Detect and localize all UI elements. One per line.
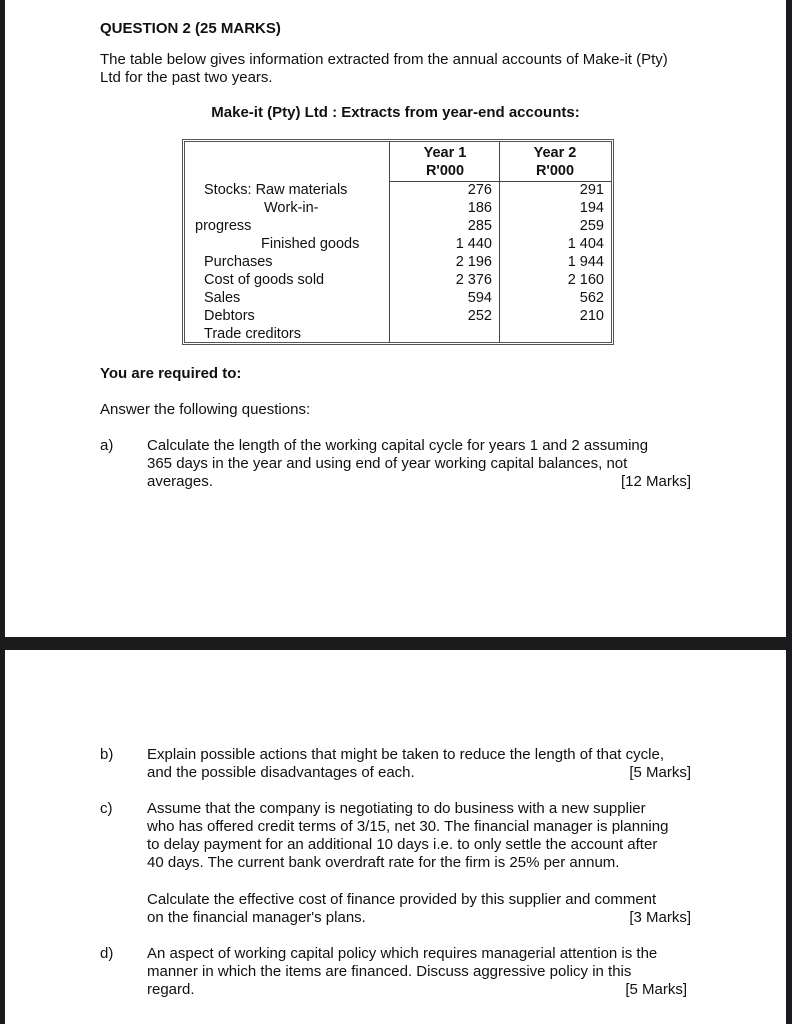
question-d-marks: [5 Marks] [625,981,687,998]
required-heading: You are required to: [100,365,242,382]
row-label: Work-in- [264,200,319,216]
year-1-value: 285 [467,218,492,234]
row-label: Sales [204,290,241,306]
question-c-text: Assume that the company is negotiating to do business with a new supplier who has offered credit terms of 3/15, net 30. The financial manager is planning to delay payment for an additional 10 days i.e. to only settle the account after 40 days. The current bank overdraft rate for the firm is 25% per annum. [147,800,669,871]
row-label: Stocks: Raw materials [204,182,348,198]
year-1-value: 2 196 [455,254,492,270]
question-a-text: Calculate the length of the working capital cycle for years 1 and 2 assuming 365 days in the year and using end of year working capital balances, not averages. [12 Marks] [147,437,691,490]
question-c-letter: c) [100,800,113,817]
year-2-value: 210 [579,308,604,324]
intro-line-1: The table below gives information extracted from the annual accounts of Make-it (Pty) [100,51,668,68]
year-2-value: 562 [579,290,604,306]
document-page-1 [5,0,786,637]
year-2-value: 291 [579,182,604,198]
year-1-value: 186 [467,200,492,216]
year-2-value: 2 160 [567,272,604,288]
row-label: Trade creditors [204,326,301,342]
year-2-value: 1 404 [567,236,604,252]
year-2-value: 259 [579,218,604,234]
row-label: Debtors [204,308,255,324]
question-d-text: An aspect of working capital policy which requires managerial attention is the manner in which the items are financed. Discuss aggressive policy in this regard. [5 Marks] [147,945,687,998]
year-1-value: 276 [467,182,492,198]
year-1-value: 2 376 [455,272,492,288]
year-1-value: 594 [467,290,492,306]
year-2-value: 1 944 [567,254,604,270]
question-d-letter: d) [100,945,114,962]
question-a-marks: [12 Marks] [620,473,691,490]
row-label: Cost of goods sold [204,272,325,288]
column-header-year-1: Year 1 R'000 [423,145,467,179]
question-b-marks: [5 Marks] [629,764,691,781]
year-2-value: 194 [579,200,604,216]
instruction-text: Answer the following questions: [100,401,311,418]
document-page-2 [5,650,786,1024]
row-label: progress [195,218,252,234]
column-header-year-2: Year 2 R'000 [533,145,577,179]
table-title: Make-it (Pty) Ltd : Extracts from year-end accounts: [211,104,580,121]
question-heading: QUESTION 2 (25 MARKS) [100,20,281,37]
question-c-marks: [3 Marks] [629,909,691,926]
row-label: Finished goods [261,236,360,252]
intro-line-2: Ltd for the past two years. [100,69,273,86]
question-c-calculation-text: Calculate the effective cost of finance provided by this supplier and comment on the financial manager's plans. [3 Marks] [147,891,691,926]
intro-paragraph [100,51,696,87]
question-b-letter: b) [100,746,114,763]
year-1-value: 252 [467,308,492,324]
row-label: Purchases [204,254,273,270]
question-b-text: Explain possible actions that might be taken to reduce the length of that cycle, and the possible disadvantages of each. [5 Marks] [147,746,691,781]
year-1-value: 1 440 [455,236,492,252]
question-a-letter: a) [100,437,114,454]
accounts-table [182,139,614,345]
